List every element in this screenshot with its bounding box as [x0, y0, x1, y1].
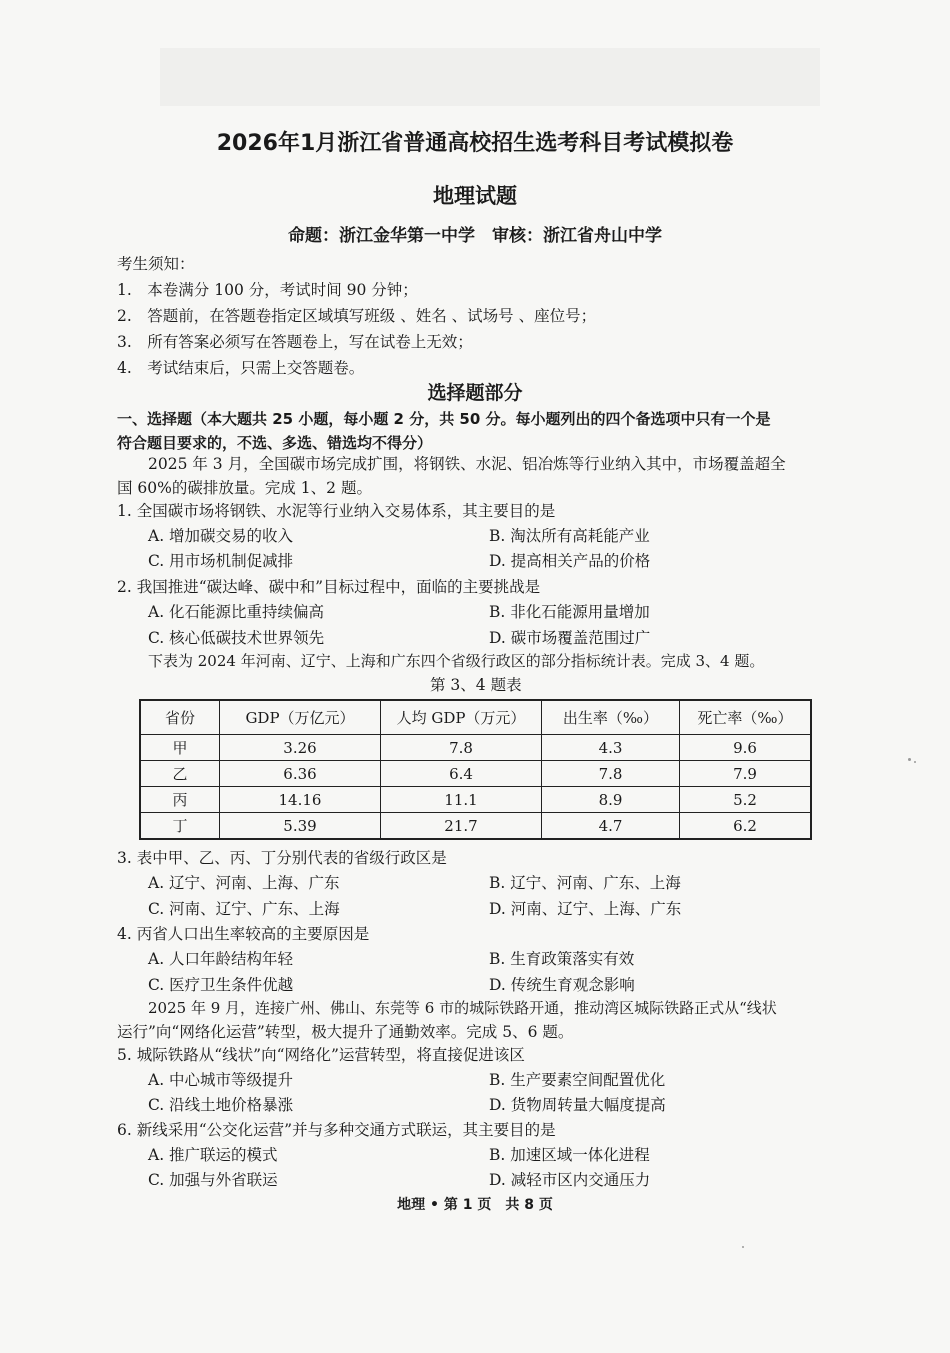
table-header-row — [140, 700, 811, 735]
option-a: A. 中心城市等级提升 — [148, 1071, 294, 1089]
table-cell: 21.7 — [381, 813, 542, 840]
table-header-cell: 死亡率（‰） — [680, 700, 812, 735]
table-cell: 6.4 — [381, 761, 542, 787]
option-d: D. 减轻市区内交通压力 — [489, 1171, 651, 1189]
scan-speck — [908, 758, 911, 761]
option-a: A. 人口年龄结构年轻 — [148, 950, 294, 968]
table-header-cell: 省份 — [140, 700, 220, 735]
table-cell: 乙 — [140, 761, 220, 787]
statistics-table — [139, 699, 812, 840]
option-c: C. 核心低碳技术世界领先 — [148, 629, 325, 647]
table-cell: 甲 — [140, 735, 220, 761]
question-stem: 4. 丙省人口出生率较高的主要原因是 — [117, 925, 370, 943]
option-b: B. 辽宁、河南、广东、上海 — [489, 874, 681, 892]
table-cell: 丁 — [140, 813, 220, 840]
table-row — [140, 735, 811, 761]
table-caption: 第 3、4 题表 — [430, 676, 522, 694]
table-cell: 8.9 — [542, 787, 680, 813]
table-cell: 7.9 — [680, 761, 812, 787]
table-cell: 3.26 — [220, 735, 381, 761]
scan-shade — [160, 48, 820, 106]
option-a: A. 辽宁、河南、上海、广东 — [148, 874, 340, 892]
question-stem: 2. 我国推进“碳达峰、碳中和”目标过程中，面临的主要挑战是 — [117, 578, 541, 596]
option-b: B. 加速区域一体化进程 — [489, 1146, 650, 1164]
table-cell: 4.7 — [542, 813, 680, 840]
table-header-cell: 人均 GDP（万元） — [381, 700, 542, 735]
notice-item: 1. 本卷满分 100 分，考试时间 90 分钟； — [117, 281, 418, 299]
part-heading: 符合题目要求的，不选、多选、错选均不得分） — [117, 434, 433, 452]
table-cell: 9.6 — [680, 735, 812, 761]
material-text: 2025 年 3 月，全国碳市场完成扩围，将钢铁、水泥、铝冶炼等行业纳入其中，市场覆盖超全 — [148, 455, 786, 473]
table-row — [140, 813, 811, 840]
option-b: B. 生产要素空间配置优化 — [489, 1071, 666, 1089]
table-cell: 7.8 — [381, 735, 542, 761]
section-title: 选择题部分 — [427, 382, 523, 404]
question-stem: 1. 全国碳市场将钢铁、水泥等行业纳入交易体系，其主要目的是 — [117, 502, 556, 520]
table-cell: 6.2 — [680, 813, 812, 840]
table-cell: 5.39 — [220, 813, 381, 840]
option-c: C. 沿线土地价格暴涨 — [148, 1096, 294, 1114]
material-text: 国 60%的碳排放量。完成 1、2 题。 — [117, 479, 372, 497]
exam-title: 2026年1月浙江省普通高校招生选考科目考试模拟卷 — [216, 131, 734, 156]
table-cell: 丙 — [140, 787, 220, 813]
part-heading: 一、选择题（本大题共 25 小题，每小题 2 分，共 50 分。每小题列出的四个备选项中只有一个是 — [117, 410, 771, 428]
table-cell: 5.2 — [680, 787, 812, 813]
table-header-cell: GDP（万亿元） — [220, 700, 381, 735]
option-b: B. 生育政策落实有效 — [489, 950, 635, 968]
option-d: D. 传统生育观念影响 — [489, 976, 635, 994]
subject-title: 地理试题 — [433, 184, 517, 208]
scan-speck — [914, 761, 916, 763]
notice-item: 2. 答题前，在答题卷指定区域填写班级 、姓名 、试场号 、座位号； — [117, 307, 597, 325]
material-text: 2025 年 9 月，连接广州、佛山、东莞等 6 市的城际铁路开通，推动湾区城际铁路正式从“线状 — [148, 999, 777, 1017]
option-d: D. 提高相关产品的价格 — [489, 552, 651, 570]
question-stem: 3. 表中甲、乙、丙、丁分别代表的省级行政区是 — [117, 849, 447, 867]
notice-item: 4. 考试结束后，只需上交答题卷。 — [117, 359, 365, 377]
option-c: C. 医疗卫生条件优越 — [148, 976, 294, 994]
option-b: B. 非化石能源用量增加 — [489, 603, 650, 621]
material-text: 下表为 2024 年河南、辽宁、上海和广东四个省级行政区的部分指标统计表。完成 3、4 题。 — [148, 652, 765, 670]
option-c: C. 加强与外省联运 — [148, 1171, 278, 1189]
table-row — [140, 787, 811, 813]
question-stem: 6. 新线采用“公交化运营”并与多种交通方式联运，其主要目的是 — [117, 1121, 556, 1139]
table-cell: 14.16 — [220, 787, 381, 813]
scan-speck — [742, 1246, 744, 1248]
option-a: A. 增加碳交易的收入 — [148, 527, 294, 545]
table-row — [140, 761, 811, 787]
notice-heading: 考生须知： — [117, 255, 195, 273]
table-cell: 6.36 — [220, 761, 381, 787]
authors-line: 命题：浙江金华第一中学 审核：浙江省舟山中学 — [288, 226, 662, 246]
table-cell: 7.8 — [542, 761, 680, 787]
option-a: A. 化石能源比重持续偏高 — [148, 603, 325, 621]
option-c: C. 用市场机制促减排 — [148, 552, 294, 570]
option-b: B. 淘汰所有高耗能产业 — [489, 527, 650, 545]
table-header-cell: 出生率（‰） — [542, 700, 680, 735]
question-stem: 5. 城际铁路从“线状”向“网络化”运营转型，将直接促进该区 — [117, 1046, 525, 1064]
material-text: 运行”向“网络化运营”转型，极大提升了通勤效率。完成 5、6 题。 — [117, 1023, 574, 1041]
table-cell: 11.1 — [381, 787, 542, 813]
option-a: A. 推广联运的模式 — [148, 1146, 278, 1164]
option-d: D. 货物周转量大幅度提高 — [489, 1096, 666, 1114]
notice-item: 3. 所有答案必须写在答题卷上，写在试卷上无效； — [117, 333, 473, 351]
page-footer: 地理 • 第 1 页 共 8 页 — [397, 1197, 553, 1213]
option-d: D. 碳市场覆盖范围过广 — [489, 629, 651, 647]
option-d: D. 河南、辽宁、上海、广东 — [489, 900, 682, 918]
option-c: C. 河南、辽宁、广东、上海 — [148, 900, 340, 918]
table-cell: 4.3 — [542, 735, 680, 761]
